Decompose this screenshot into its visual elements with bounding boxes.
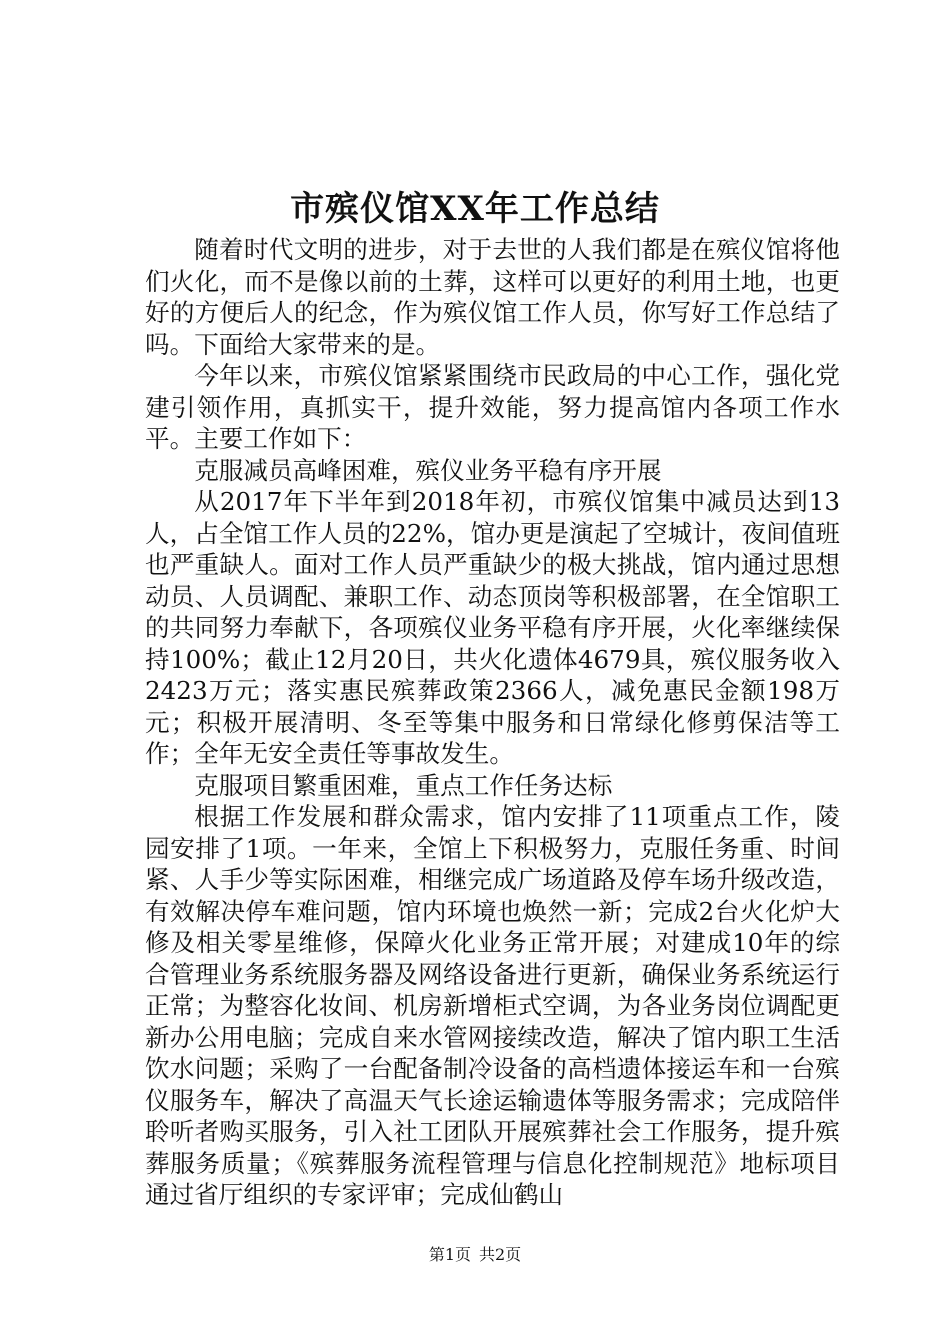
- section-2-paragraph: 根据工作发展和群众需求，馆内安排了11项重点工作，陵园安排了1项。一年来，全馆上下积极努力，克服任务重、时间紧、人手少等实际困难，相继完成广场道路及停车场升级改造，有效解决停车难问题，馆内环境也焕然一新；完成2台火化炉大修及相关零星维修，保障火化业务正常开展；对建成10年的综合管理业务系统服务器及网络设备进行更新，确保业务系统运行正常；为整容化妆间、机房新增柜式空调，为各业务岗位调配更新办公用电脑；完成自来水管网接续改造，解决了馆内职工生活饮水问题；采购了一台配备制冷设备的高档遗体接运车和一台殡仪服务车，解决了高温天气长途运输遗体等服务需求；完成陪伴聆听者购买服务，引入社工团队开展殡葬社会工作服务，提升殡葬服务质量；《殡葬服务流程管理与信息化控制规范》地标项目通过省厅组织的专家评审；完成仙鹤山: [145, 802, 840, 1209]
- intro-paragraph: 随着时代文明的进步，对于去世的人我们都是在殡仪馆将他们火化，而不是像以前的土葬，这样可以更好的利用土地，也更好的方便后人的纪念，作为殡仪馆工作人员，你写好工作总结了吗。下面给大家带来的是。: [145, 235, 840, 359]
- page-total: 共2页: [479, 1245, 522, 1264]
- section-1-paragraph: 从2017年下半年到2018年初，市殡仪馆集中减员达到13人，占全馆工作人员的22%，馆办更是演起了空城计，夜间值班也严重缺人。面对工作人员严重缺少的极大挑战，馆内通过思想动员、人员调配、兼职工作、动态顶岗等积极部署，在全馆职工的共同努力奉献下，各项殡仪业务平稳有序开展，火化率继续保持100%；截止12月20日，共火化遗体4679具，殡仪服务收入2423万元；落实惠民殡葬政策2366人，减免惠民金额198万元；积极开展清明、冬至等集中服务和日常绿化修剪保洁等工作；全年无安全责任等事故发生。: [145, 487, 840, 768]
- overview-paragraph: 今年以来，市殡仪馆紧紧围绕市民政局的中心工作，强化党建引领作用，真抓实干，提升效能，努力提高馆内各项工作水平。主要工作如下：: [145, 361, 840, 453]
- document-title: 市殡仪馆XX年工作总结: [290, 189, 660, 229]
- page-number: 第1页: [428, 1245, 471, 1264]
- section-heading-2: 克服项目繁重困难，重点工作任务达标: [194, 770, 613, 800]
- page-footer: [0, 1244, 950, 1266]
- section-heading-1: 克服减员高峰困难，殡仪业务平稳有序开展: [194, 455, 662, 485]
- document-body: [145, 234, 840, 1211]
